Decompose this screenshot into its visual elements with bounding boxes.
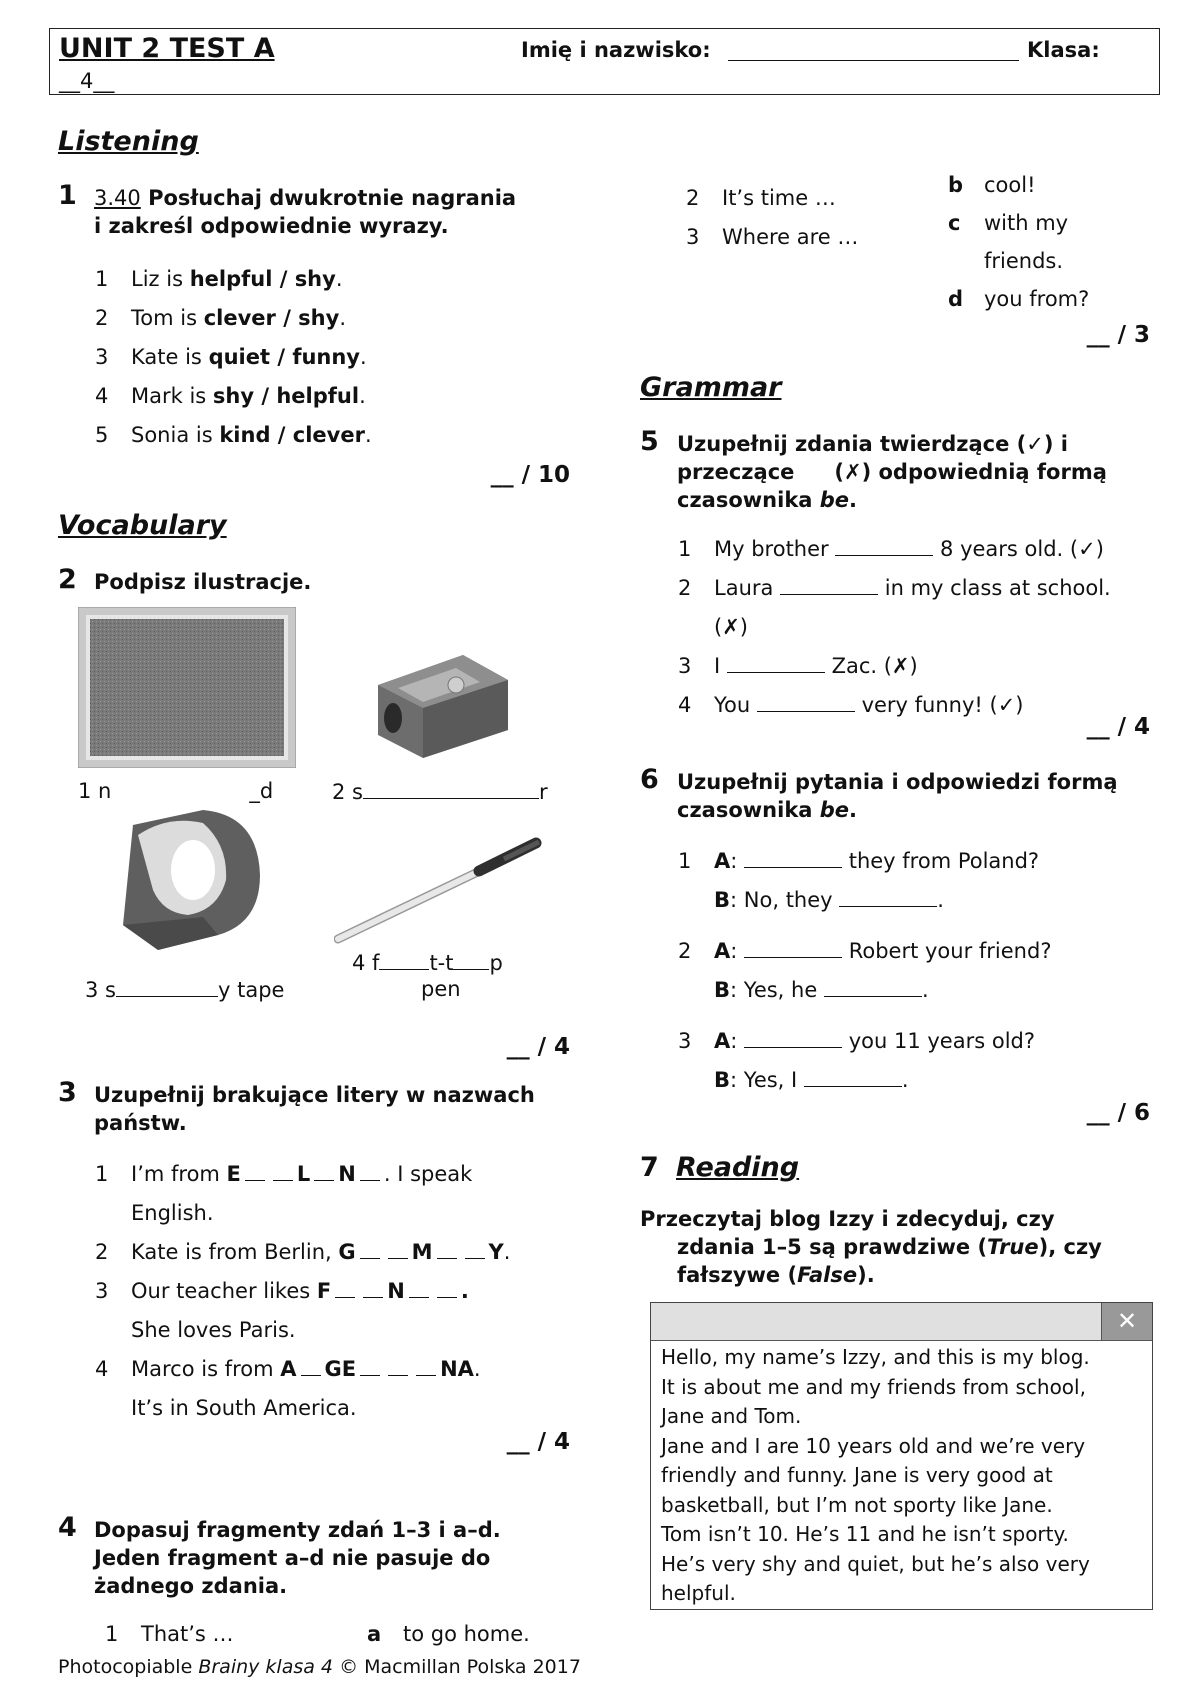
answer-blank[interactable] [839,886,937,907]
list-item: 2 Laura in my class at school. [678,576,1111,600]
list-item: 3 I Zac. (✗) [678,654,918,678]
ex6-item-3: 3 A: you 11 years old? B: Yes, I . [678,1029,1036,1092]
answer-blank[interactable] [744,1027,842,1048]
ex6-item-1: 1 A: they from Poland? B: No, they . [678,849,1040,912]
answer-blank[interactable] [835,535,933,556]
class-value: __4__ [59,69,115,93]
name-label: Imię i nazwisko: [521,38,711,62]
name-field[interactable] [728,60,1019,61]
list-item: 3 Kate is quiet / funny. [95,345,367,369]
list-item-cont: (✗) [714,615,748,639]
answer-blank[interactable] [804,1066,902,1087]
ex4-right-a: a to go home. [367,1622,530,1646]
blog-window [650,1302,1153,1610]
grammar-title: Grammar [640,372,782,403]
answer-blank[interactable] [744,847,842,868]
list-item-cont: She loves Paris. [131,1318,296,1342]
ex5-instruction: Uzupełnij zdania twierdzące (✓) i przeczące (✗) odpowiednią formą czasownika be. [677,432,1107,512]
ex1-list [95,266,372,461]
list-item-cont: friends. [984,249,1064,273]
ex6-number: 6 [640,764,659,795]
vocabulary-title: Vocabulary [58,510,227,541]
list-item: b cool! [948,173,1036,197]
list-item: 1 Liz is helpful / shy. [95,267,343,291]
list-item-cont: English. [131,1201,214,1225]
label-4-line2: pen [421,977,461,1001]
tape-dispenser-picture [108,805,268,950]
footer: Photocopiable Brainy klasa 4 © Macmillan Polska 2017 [58,1656,581,1678]
ex1-instruction: 3.40 Posłuchaj dwukrotnie nagrania i zakreśl odpowiednie wyrazy. [94,186,517,238]
list-item: 4 Mark is shy / helpful. [95,384,366,408]
class-label: Klasa: [1027,38,1100,62]
answer-blank[interactable] [824,976,922,997]
ex7-instruction: Przeczytaj blog Izzy i zdecyduj, czy zdania 1–5 są prawdziwe (True), czy fałszywe (False). [640,1207,1102,1287]
pen-picture [334,833,544,948]
ex6-instruction: Uzupełnij pytania i odpowiedzi formą czasownika be. [677,770,1118,822]
track-number: 3.40 [94,186,141,210]
ex6-score: __ / 6 [1086,1100,1150,1126]
ex6-item-2: 2 A: Robert your friend? B: Yes, he . [678,939,1052,1002]
ex3-instruction: Uzupełnij brakujące litery w nazwach państw. [94,1083,535,1135]
ex2-number: 2 [58,564,77,595]
label-2: 2 s r [332,780,548,804]
ex1-score: __ / 10 [490,462,570,488]
sharpener-picture [368,640,518,765]
ex4-number: 4 [58,1512,77,1543]
list-item: 5 Sonia is kind / clever. [95,423,372,447]
list-item: 2 Tom is clever / shy. [95,306,346,330]
list-item: 3 Our teacher likes F N . [95,1279,469,1303]
answer-blank[interactable] [744,937,842,958]
blog-title-bar [651,1303,1152,1341]
list-item: c with my [948,211,1069,235]
list-item: 1 My brother 8 years old. (✓) [678,537,1104,561]
list-item: 4 Marco is from A GE NA. [95,1357,481,1381]
ex4-score: __ / 3 [1086,322,1150,348]
ex4-left-2: 2 It’s time … [686,186,836,210]
ex1-number: 1 [58,180,77,211]
close-icon[interactable]: ✕ [1101,1303,1152,1340]
ex3-list [95,1155,510,1428]
list-item: 1 I’m from E L N . I speak [95,1162,473,1186]
ex3-number: 3 [58,1077,77,1108]
ex4-left-3: 3 Where are … [686,225,859,249]
ex4-left-1: 1 That’s … [105,1622,234,1646]
answer-blank[interactable] [757,691,855,712]
list-item: 2 Kate is from Berlin, G M Y. [95,1240,511,1264]
answer-blank[interactable] [727,652,825,673]
ex7-number: 7 [640,1152,659,1183]
test-title: UNIT 2 TEST A [59,33,275,64]
answer-blank[interactable] [780,574,878,595]
reading-title: Reading [676,1152,800,1183]
ex3-score: __ / 4 [506,1429,570,1455]
ex5-list [678,530,1111,725]
ex4-right-bcd [948,166,1089,318]
label-3: 3 s y tape [85,978,285,1002]
listening-title: Listening [58,126,199,157]
list-item: 4 You very funny! (✓) [678,693,1024,717]
ex2-instruction: Podpisz ilustracje. [94,570,312,594]
list-item-cont: It’s in South America. [131,1396,357,1420]
ex5-score: __ / 4 [1086,714,1150,740]
noticeboard-picture [78,607,296,768]
ex5-number: 5 [640,426,659,457]
label-1: 1 n _d [78,779,274,803]
list-item: d you from? [948,287,1090,311]
blog-text: Hello, my name’s Izzy, and this is my blog. It is about me and my friends from school, Jane and Tom. Jane and I are 10 years old and we’re very friendly and funny. Jane is very good at basketball, but I’m not sporty like Jane. Tom isn’t 10. He’s 11 and he isn’t sporty. He’s very shy and quiet, but he’s also very helpful. [661,1345,1090,1605]
ex4-instruction: Dopasuj fragmenty zdań 1–3 i a–d. Jeden fragment a–d nie pasuje do żadnego zdania. [94,1518,501,1598]
ex2-score: __ / 4 [506,1034,570,1060]
label-4: 4 f t-t p [352,951,503,975]
